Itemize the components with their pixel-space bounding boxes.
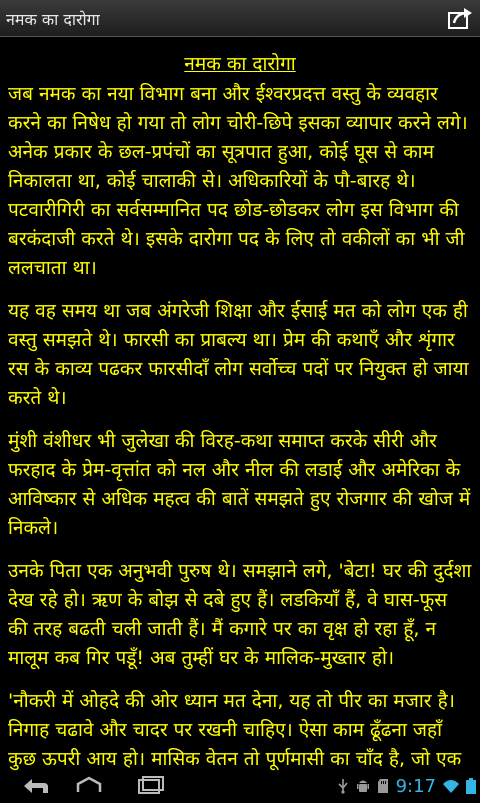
status-area[interactable] [336,775,476,797]
system-navigation-bar [0,772,480,800]
usb-icon [336,778,350,794]
share-icon[interactable] [446,5,474,31]
story-paragraph: जब नमक का नया विभाग बना और ईश्वरप्रदत्त वस्तु के व्यवहार करने का निषेध हो गया तो लोग चोरी-छिपे इसका व्यापार करने लगे। अनेक प्रकार के छल-प्रपंचों का सूत्रपात हुआ, कोई घूस से काम निकालता था, कोई चालाकी से। अधिकारियों के पौ-बारह थे। पटवारीगिरी का सर्वसम्मानित पद छोड-छोडकर लोग इस विभाग की बरकंदाजी करते थे। इसके दारोगा पद के लिए तो वकीलों का भी जी ललचाता था। [8,83,468,279]
android-debug-icon [356,778,370,794]
home-icon[interactable] [72,774,106,798]
story-paragraph: 'नौकरी में ओहदे की ओर ध्यान मत देना, यह तो पीर का मजार है। निगाह चढावे और चादर पर रखनी चाहिए। ऐसा काम ढूँढना जहाँ कुछ ऊपरी आय हो। मासिक वेतन तो पूर्णमासी का चाँद है, जो एक [8,690,462,770]
back-icon[interactable] [18,774,52,798]
wifi-icon [442,778,460,794]
chapter-title: नमक का दारोगा [184,53,296,75]
story-paragraph: मुंशी वंशीधर भी जुलेखा की विरह-कथा समाप्त करके सीरी और फरहाद के प्रेम-वृत्तांत को नल और नील की लडाई और अमेरिका के आविष्कार से अधिक महत्व की बातें समझते हुए रोजगार की खोज में निकले। [8,430,471,539]
story-paragraph: यह वह समय था जब अंगरेजी शिक्षा और ईसाई मत को लोग एक ही वस्तु समझते थे। फारसी का प्राबल्य था। प्रेम की कथाएँ और शृंगार रस के काव्य पढकर फारसीदाँ लोग सर्वोच्च पदों पर नियुक्त हो जाया करते थे। [8,300,469,409]
action-bar [0,0,480,37]
story-content[interactable] [0,40,480,772]
recent-apps-icon[interactable] [134,774,168,798]
battery-icon [466,778,476,794]
status-clock: 9:17 [395,775,436,797]
sd-card-icon [376,778,390,794]
app-title: नमक का दारोगा [6,10,100,29]
story-paragraph: उनके पिता एक अनुभवी पुरुष थे। समझाने लगे, 'बेटा! घर की दुर्दशा देख रहे हो। ऋण के बोझ से दबे हुए हैं। लडकियाँ हैं, वे घास-फूस की तरह बढती चली जाती हैं। मैं कगारे पर का वृक्ष हो रहा हूँ, न मालूम कब गिर पडूँ! अब तुम्हीं घर के मालिक-मुख्तार हो। [8,560,472,669]
